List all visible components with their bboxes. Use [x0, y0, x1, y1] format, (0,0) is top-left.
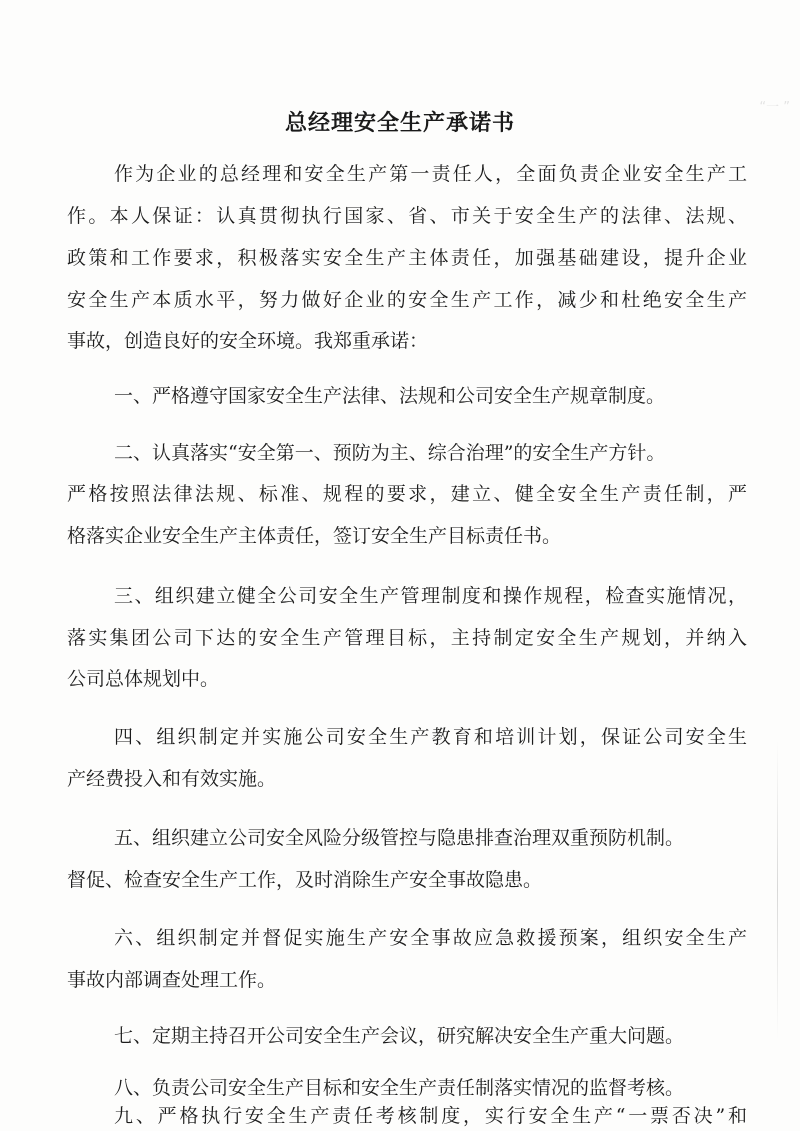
paragraph-line: 公司总体规划中。 [67, 668, 220, 690]
paragraph-line: 督促、检查安全生产工作，及时消除生产安全事故隐患。 [67, 869, 543, 891]
document-title: 总经理安全生产承诺书 [284, 110, 515, 136]
paragraph-line: 事故，创造良好的安全环境。我郑重承诺： [67, 330, 429, 352]
paragraph-line: 四、组织制定并实施公司安全生产教育和培训计划，保证公司安全生 [114, 726, 747, 748]
paragraph-line: 严格按照法律法规、标准、规程的要求，建立、健全安全生产责任制，严 [67, 483, 747, 505]
paragraph-line: 格落实企业安全生产主体责任，签订安全生产目标责任书。 [67, 525, 562, 547]
paragraph-line: 七、定期主持召开公司安全生产会议，研究解决安全生产重大问题。 [114, 1025, 685, 1047]
paragraph-line: 政策和工作要求，积极落实安全生产主体责任，加强基础建设，提升企业 [67, 247, 747, 269]
paragraph-line: 作为企业的总经理和安全生产第一责任人，全面负责企业安全生产工 [114, 163, 747, 185]
paragraph-line: 产经费投入和有效实施。 [67, 768, 277, 790]
paragraph-line: 事故内部调查处理工作。 [67, 969, 277, 991]
scan-edge-line [777, 740, 778, 1040]
paragraph-line: 作。本人保证：认真贯彻执行国家、省、市关于安全生产的法律、法规、 [67, 205, 747, 227]
paragraph-line: 六、组织制定并督促实施生产安全事故应急救援预案，组织安全生产 [114, 927, 747, 949]
paragraph-line: 九、严格执行安全生产责任考核制度，实行安全生产“一票否决”和 [114, 1105, 747, 1127]
bleed-through-mark: “一 ” [759, 100, 790, 115]
paragraph-line: 一、严格遵守国家安全生产法律、法规和公司安全生产规章制度。 [114, 385, 666, 407]
paragraph-line: 安全生产本质水平，努力做好企业的安全生产工作，减少和杜绝安全生产 [67, 289, 747, 311]
paragraph-line: 二、认真落实“安全第一、预防为主、综合治理”的安全生产方针。 [114, 442, 666, 464]
paragraph-line: 三、组织建立健全公司安全生产管理制度和操作规程，检查实施情况， [114, 585, 747, 607]
paragraph-line: 落实集团公司下达的安全生产管理目标，主持制定安全生产规划，并纳入 [67, 627, 747, 649]
paragraph-line: 八、负责公司安全生产目标和安全生产责任制落实情况的监督考核。 [114, 1077, 685, 1099]
paragraph-line: 五、组织建立公司安全风险分级管控与隐患排查治理双重预防机制。 [114, 827, 685, 849]
